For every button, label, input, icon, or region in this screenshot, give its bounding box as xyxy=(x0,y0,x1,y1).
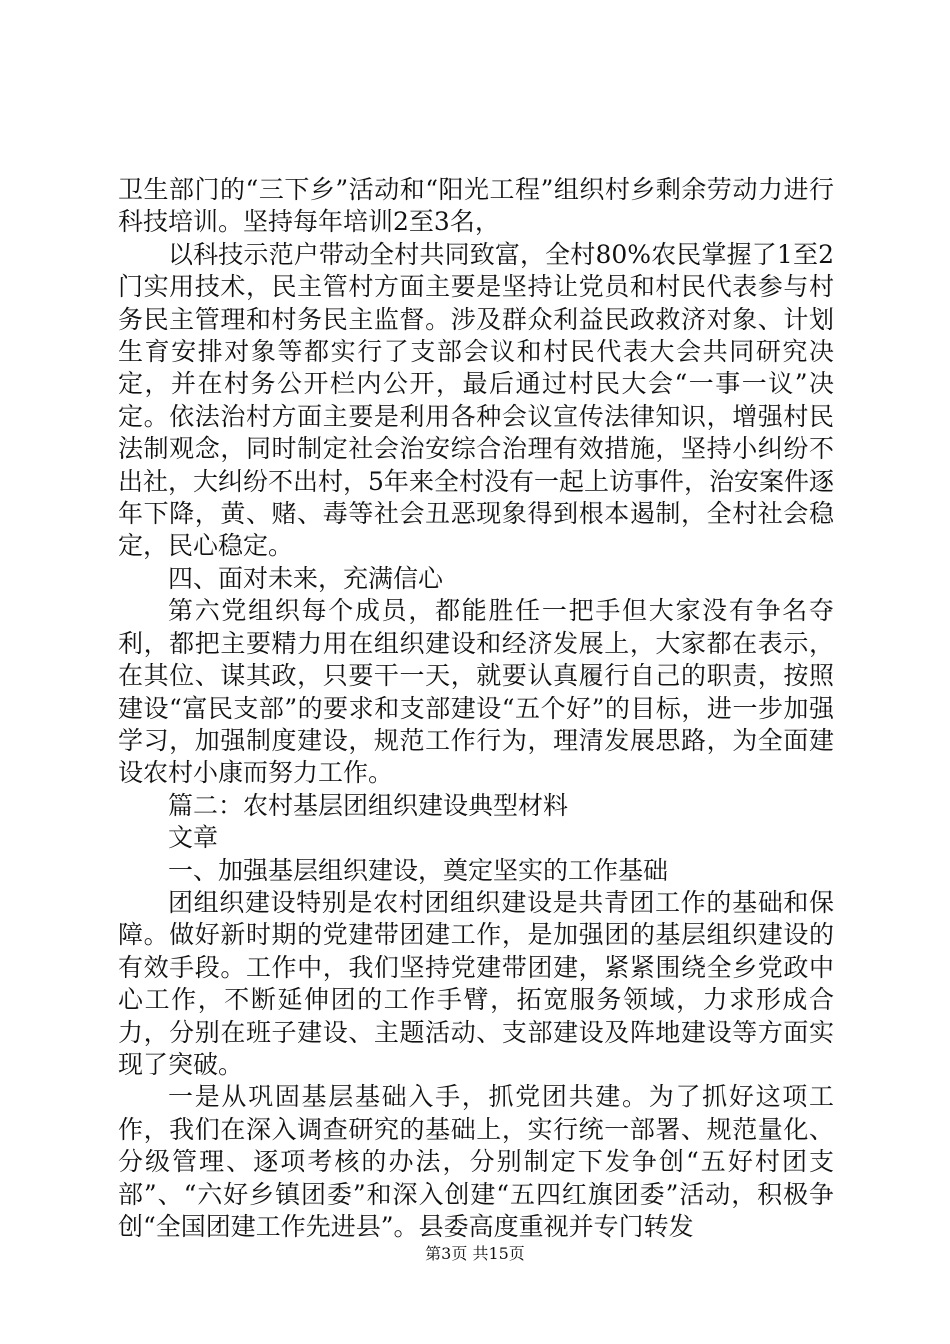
paragraph-3: 第六党组织每个成员，都能胜任一把手但大家没有争名夺利，都把主要精力用在组织建设和经济发展上，大家都在表示，在其位、谋其政，只要干一天，就要认真履行自己的职责，按照建设“富民支部”的要求和支部建设“五个好”的目标，进一步加强学习，加强制度建设，规范工作行为，理清发展思路，为全面建设农村小康而努力工作。 xyxy=(118,596,834,788)
page-number: 第3页 共15页 xyxy=(425,1244,525,1263)
article-heading: 篇二：农村基层团组织建设典型材料 xyxy=(168,790,569,820)
paragraph-1: 卫生部门的“三下乡”活动和“阳光工程”组织村乡剩余劳动力进行科技培训。坚持每年培训2至3名， xyxy=(118,175,834,237)
paragraph-4: 团组织建设特别是农村团组织建设是共青团工作的基础和保障。做好新时期的党建带团建工作，是加强团的基层组织建设的有效手段。工作中，我们坚持党建带团建，紧紧围绕全乡党政中心工作，不断延伸团的工作手臂，拓宽服务领域，力求形成合力，分别在班子建设、主题活动、支部建设及阵地建设等方面实现了突破。 xyxy=(118,887,834,1079)
document-body xyxy=(118,174,834,1243)
section-heading-4: 四、面对未来，充满信心 xyxy=(168,563,444,593)
article-label: 文章 xyxy=(168,823,219,853)
section-heading-1: 一、加强基层组织建设，奠定坚实的工作基础 xyxy=(168,855,669,885)
page-footer xyxy=(0,1244,950,1264)
paragraph-5: 一是从巩固基层基础入手，抓党团共建。为了抓好这项工作，我们在深入调查研究的基础上，实行统一部署、规范量化、分级管理、逐项考核的办法，分别制定下发争创“五好村团支部”、“六好乡镇团委”和深入创建“五四红旗团委”活动，积极争创“全国团建工作先进县”。县委高度重视并专门转发 xyxy=(118,1082,834,1241)
paragraph-2: 以科技示范户带动全村共同致富，全村80%农民掌握了1至2门实用技术，民主管村方面主要是坚持让党员和村民代表参与村务民主管理和村务民主监督。涉及群众利益民政救济对象、计划生育安排对象等都实行了支部会议和村民代表大会共同研究决定，并在村务公开栏内公开，最后通过村民大会“一事一议”决定。依法治村方面主要是利用各种会议宣传法律知识，增强村民法制观念，同时制定社会治安综合治理有效措施，坚持小纠纷不出社，大纠纷不出村，5年来全村没有一起上访事件，治安案件逐年下降，黄、赌、毒等社会丑恶现象得到根本遏制，全村社会稳定，民心稳定。 xyxy=(118,239,834,561)
